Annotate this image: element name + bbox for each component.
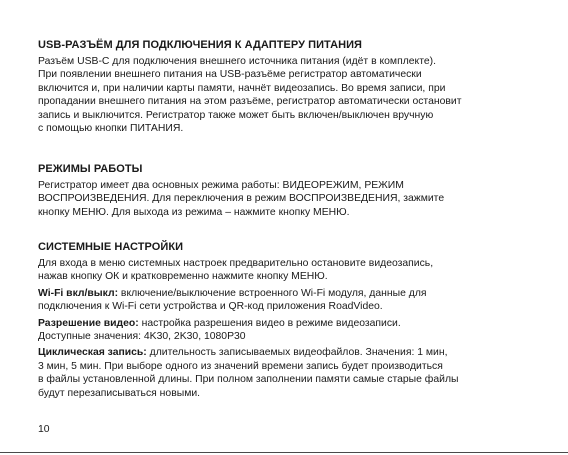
text-line: При появлении внешнего питания на USB-разъёме регистратор автоматически	[38, 69, 422, 81]
section-heading-operating-modes: РЕЖИМЫ РАБОТЫ	[38, 163, 143, 175]
text-line: ВОСПРОИЗВЕДЕНИЯ. Для переключения в режим ВОСПРОИЗВЕДЕНИЯ, зажмите	[38, 193, 445, 205]
page-number: 10	[38, 424, 50, 435]
paragraph-settings-intro	[38, 257, 538, 284]
paragraph-loop-recording-setting	[38, 346, 538, 400]
text-line: Для входа в меню системных настроек предварительно остановите видеозапись,	[38, 258, 434, 269]
paragraph-wifi-setting	[38, 287, 538, 314]
text-line: нажав кнопку ОК и кратковременно нажмите кнопку МЕНЮ.	[38, 271, 328, 283]
text-line: запись и выключится. Регистратор также может быть включен/выключен вручную	[38, 109, 434, 121]
text-line: 3 мин, 5 мин. При выборе одного из значений времени запись будет производиться	[38, 360, 443, 372]
bottom-divider	[0, 452, 568, 453]
section-system-settings	[38, 240, 538, 400]
text-line: включение/выключение встроенного Wi-Fi модуля, данные для	[118, 287, 427, 299]
term-resolution: Разрешение видео:	[38, 317, 139, 329]
term-wifi: Wi-Fi вкл/выкл:	[38, 287, 119, 299]
text-line: будут перезаписываться новыми.	[38, 387, 201, 399]
paragraph-resolution-setting	[38, 317, 538, 344]
text-line: с помощью кнопки ПИТАНИЯ.	[38, 123, 184, 135]
text-line: в файлы установленной длины. При полном заполнении памяти самые старые файлы	[38, 374, 459, 386]
term-loop-recording: Циклическая запись:	[38, 347, 147, 359]
text-line: кнопку МЕНЮ. Для выхода из режима – нажмите кнопку МЕНЮ.	[38, 206, 350, 218]
section-operating-modes	[38, 162, 538, 219]
text-line: включится и, при наличии карты памяти, начнёт видеозапись. Во время записи, при	[38, 82, 446, 94]
section-usb-power	[38, 38, 538, 135]
text-line: Доступные значения: 4K30, 2K30, 1080P30	[38, 331, 246, 343]
text-line: длительность записываемых видеофайлов. Значения: 1 мин,	[146, 347, 448, 359]
text-line: Регистратор имеет два основных режима работы: ВИДЕОРЕЖИМ, РЕЖИМ	[38, 180, 404, 191]
text-line: Разъём USB-С для подключения внешнего источника питания (идёт в комплекте).	[38, 56, 436, 67]
text-line: пропадании внешнего питания на этом разъёме, регистратор автоматически остановит	[38, 96, 462, 108]
paragraph-usb-power	[38, 55, 538, 135]
text-line: настройка разрешения видео в режиме видеозаписи.	[138, 317, 401, 329]
paragraph-operating-modes	[38, 179, 538, 219]
section-heading-system-settings: СИСТЕМНЫЕ НАСТРОЙКИ	[38, 241, 184, 253]
text-line: подключения к Wi-Fi сети устройства и QR-код приложения RoadVideo.	[38, 301, 383, 313]
section-heading-usb-power: USB-РАЗЪЁМ ДЛЯ ПОДКЛЮЧЕНИЯ К АДАПТЕРУ ПИТАНИЯ	[38, 39, 363, 51]
